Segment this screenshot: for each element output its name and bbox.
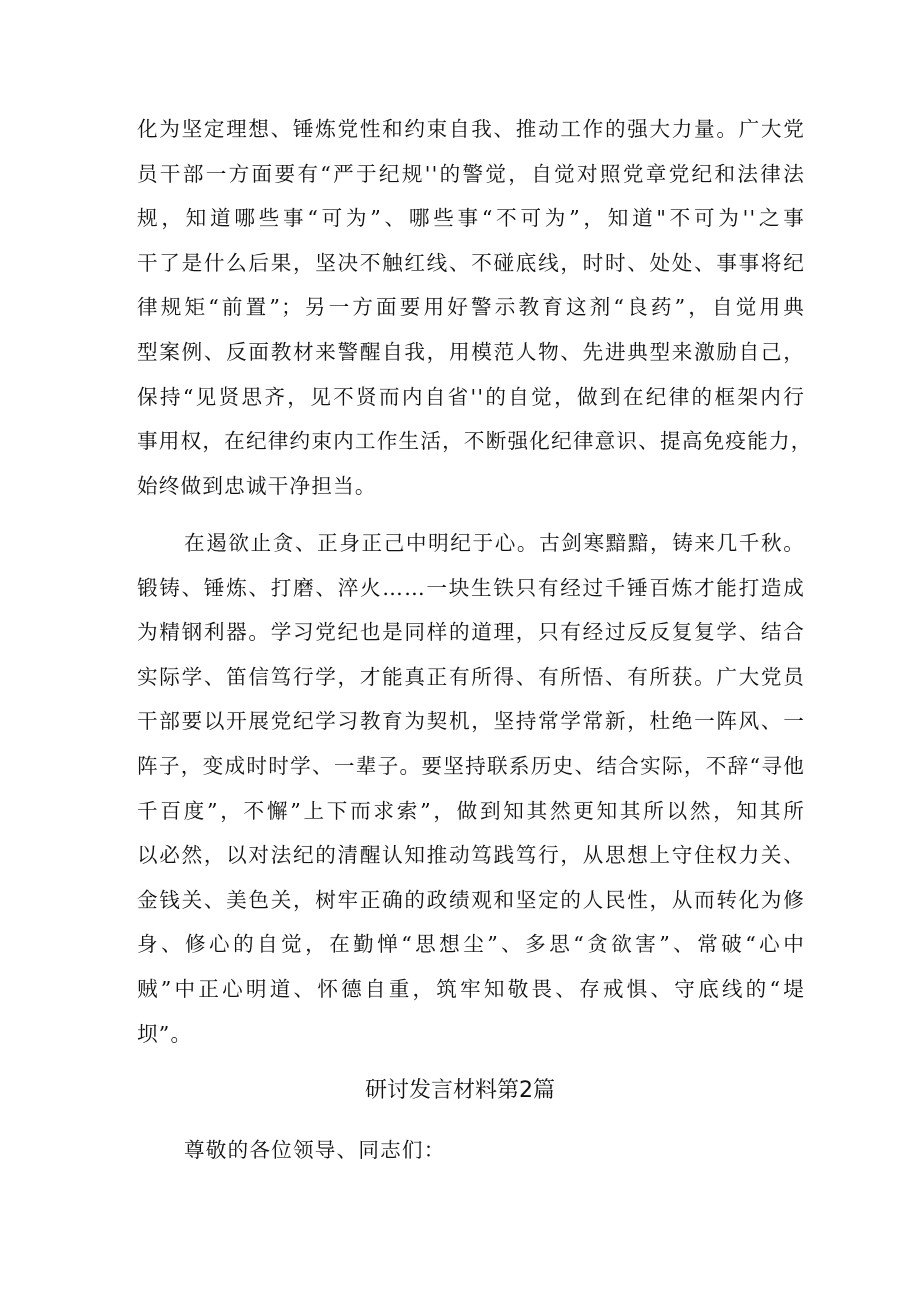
paragraph-line: 型案例、反面教材来警醒自我，用模范人物、先进典型来激励自己， — [137, 339, 805, 364]
paragraph-line: 千百度”，不懈”上下而求索”，做到知其然更知其所以然，知其所 — [137, 798, 805, 823]
section-heading: 研讨发言材料第2篇 — [365, 1078, 555, 1103]
paragraph-line: 化为坚定理想、锤炼党性和约束自我、推动工作的强大力量。广大党 — [137, 117, 805, 141]
paragraph-line: 为精钢利器。学习党纪也是同样的道理，只有经过反反复复学、结合 — [137, 620, 805, 645]
paragraph-line: 贼”中正心明道、怀德自重，筑牢知敬畏、存戒惧、守底线的“堤 — [137, 976, 805, 1001]
salutation: 尊敬的各位领导、同志们： — [184, 1138, 446, 1162]
paragraph-line: 身、修心的自觉，在勤惮“思想尘”、多思“贪欲害”、常破“心中 — [137, 932, 805, 957]
paragraph-discipline-in-heart — [137, 521, 805, 1056]
paragraph-line: 始终做到忠诚干净担当。 — [137, 473, 377, 498]
paragraph-line: 保持“见贤思齐，见不贤而内自省''的自觉，做到在纪律的框架内行 — [137, 384, 805, 409]
paragraph-line: 员干部一方面要有“严于纪规''的警觉，自觉对照党章党纪和法律法 — [137, 161, 805, 186]
paragraph-line: 规，知道哪些事“可为”、哪些事“不可为”，知道"不可为''之事 — [137, 206, 805, 231]
paragraph-line: 实际学、笛信笃行学，才能真正有所得、有所悟、有所获。广大党员 — [137, 664, 805, 689]
paragraph-line: 在遏欲止贪、正身正己中明纪于心。古剑寒黯黯，铸来几千秋。 — [184, 531, 805, 555]
paragraph-line: 干了是什么后果，坚决不触红线、不碰底线，时时、处处、事事将纪 — [137, 250, 805, 275]
paragraph-line: 阵子，变成时时学、一辈子。要坚持联系历史、结合实际，不辞“寻他 — [137, 753, 805, 778]
paragraph-line: 金钱关、美色关，树牢正确的政绩观和坚定的人民性，从而转化为修 — [137, 887, 805, 912]
paragraph-line: 事用权，在纪律约束内工作生活，不断强化纪律意识、提高免疫能力， — [137, 429, 813, 454]
paragraph-line: 干部要以开展党纪学习教育为契机，坚持常学常新，杜绝一阵风、一 — [137, 709, 805, 734]
paragraph-discipline-awareness — [137, 107, 813, 508]
paragraph-line: 以必然，以对法纪的清醒认知推动笃践笃行，从思想上守住权力关、 — [137, 843, 805, 868]
paragraph-line: 锻铸、锤炼、打磨、淬火……一块生铁只有经过千锤百炼才能打造成 — [137, 575, 805, 600]
paragraph-line: 律规矩“前置”；另一方面要用好警示教育这剂“良药”，自觉用典 — [137, 295, 805, 320]
paragraph-line: 坝”。 — [137, 1021, 193, 1046]
